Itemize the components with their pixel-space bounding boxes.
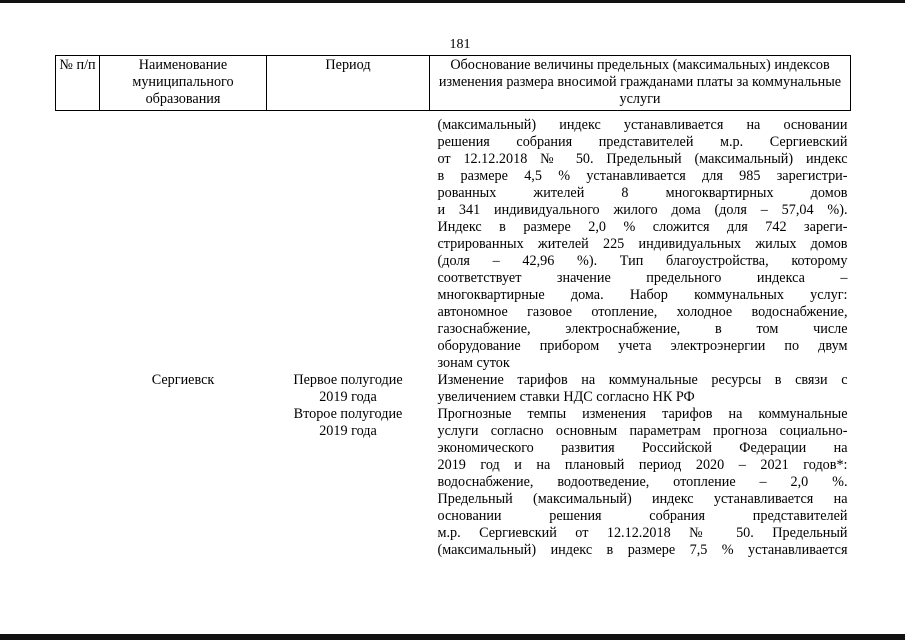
basis-line: рованных жителей 8 многоквартирных домов [437,185,848,201]
scan-edge-bottom [0,634,905,640]
basis-line: м.р. Сергиевский от 12.12.2018 № 50. Предельный [437,525,848,541]
basis-line: решения собрания представителей м.р. Сергиевский [437,134,848,150]
table-row-sergievsk-second [56,406,851,559]
basis-line: (доля – 42,96 %). Тип благоустройства, которому [437,253,848,269]
basis-line: основании решения собрания представителей [437,508,848,524]
header-basis: Обоснование величины предельных (максимальных) индексов изменения размера вносимой гражданами платы за коммунальные услуги [430,56,851,111]
header-num: № п/п [56,56,100,111]
period-first-half [267,372,430,406]
table-row-continuation [56,111,851,373]
period-second-label: Второе полугодие [293,406,403,422]
header-name: Наименование муниципального образования [100,56,267,111]
table-row-sergievsk-first [56,372,851,406]
municipality-name: Сергиевск [151,372,215,388]
basis-line: Прогнозные темпы изменения тарифов на коммунальные [437,406,848,422]
tariff-table [55,55,851,559]
basis-line: 2019 год и на плановый период 2020 – 2021 годов*: [437,457,848,473]
basis-line: стрированных жителей 225 индивидуальных жилых домов [437,236,848,252]
table-header-row [56,56,851,111]
basis-line: водоснабжение, водоотведение, отопление – 2,0 %. [437,474,848,490]
basis-continuation [430,111,851,373]
basis-line: в размере 4,5 % устанавливается для 985 зарегистри- [437,168,848,184]
period-first-label: Первое полугодие [293,372,403,388]
basis-line: (максимальный) индекс в размере 7,5 % устанавливается [437,542,848,558]
basis-line: автономное газовое отопление, холодное водоснабжение, [437,304,848,320]
period-first-year: 2019 года [319,389,377,405]
basis-line: Изменение тарифов на коммунальные ресурсы в связи с [437,372,848,388]
header-period: Период [267,56,430,111]
basis-line: увеличением ставки НДС согласно НК РФ [437,389,695,405]
scan-edge-top [0,0,905,3]
basis-line: газоснабжение, электроснабжение, в том числе [437,321,848,337]
basis-first-half [430,372,851,406]
period-second-year: 2019 года [319,423,377,439]
page-number: 181 [449,37,471,52]
basis-line: зонам суток [437,355,510,371]
basis-line: Предельный (максимальный) индекс устанавливается на [437,491,848,507]
basis-line: услуги согласно основным параметрам прогноза социально- [437,423,848,439]
basis-line: и 341 индивидуального жилого дома (доля – 57,04 %). [437,202,848,218]
basis-line: соответствует значение предельного индекса – [437,270,848,286]
basis-line: (максимальный) индекс устанавливается на основании [437,117,848,133]
basis-line: от 12.12.2018 № 50. Предельный (максимальный) индекс [437,151,848,167]
basis-line: экономического развития Российской Федерации на [437,440,848,456]
basis-line: Индекс в размере 2,0 % сложится для 742 зареги- [437,219,848,235]
basis-line: оборудование прибором учета электроэнергии по двум [437,338,848,354]
basis-line: многоквартирные дома. Набор коммунальных услуг: [437,287,848,303]
basis-second-half [430,406,851,559]
period-second-half [267,406,430,559]
